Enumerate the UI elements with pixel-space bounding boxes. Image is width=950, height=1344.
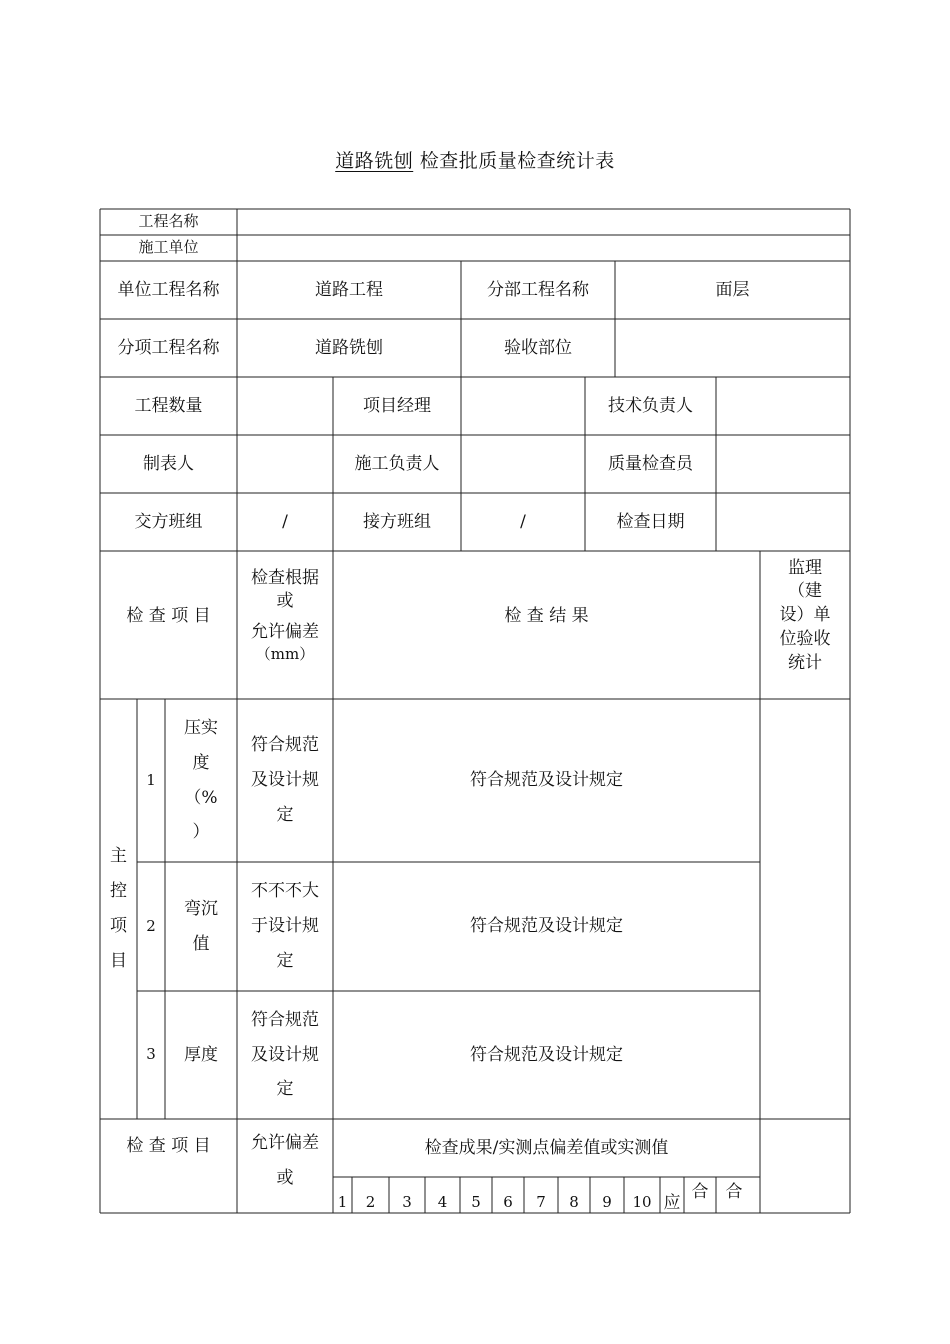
row-result: 符合规范及设计规定 [470,770,623,791]
deviation-header-line: 允许偏差 [251,1133,319,1153]
basis-header [237,551,333,681]
point-number: 5 [471,1193,481,1212]
row-basis-line: 定 [276,804,294,825]
inspection-date-label: 检查日期 [616,511,685,532]
preparer-label: 制表人 [143,453,194,474]
row-item-line: ） [192,822,210,843]
row-basis-line: 符合规范 [251,1009,319,1030]
point-number: 7 [536,1193,546,1212]
row-basis-line: 不不不大 [251,881,319,902]
main-control-char: 目 [110,950,127,971]
row-basis-line: 符合规范 [251,735,319,756]
row-basis [237,991,333,1119]
inspection-date-field[interactable] [716,493,850,551]
point-number: 3 [402,1193,412,1212]
row-item [165,699,237,862]
quantity-field[interactable] [237,377,333,435]
point-number: 1 [337,1193,348,1212]
quality-inspector-field[interactable] [716,435,850,493]
row-basis-line: 定 [276,950,294,971]
point-number: 10 [632,1193,652,1212]
subitem-label: 分项工程名称 [117,337,220,358]
preparer-field[interactable] [237,435,333,493]
receiving-team-value: / [520,511,526,532]
project-name-field[interactable] [237,209,850,235]
row-item-line: （% [184,787,218,808]
point-number: 9 [602,1193,612,1212]
deviation-header [237,1126,333,1202]
construction-lead-label: 施工负责人 [354,453,440,474]
receiving-team-label: 接方班组 [363,511,431,532]
general-item-header: 检 查 项 目 [126,1135,211,1156]
title-underlined: 道路铣刨 [335,150,414,172]
quality-inspector-label: 质量检查员 [608,453,693,474]
acceptance-part-label: 验收部位 [504,337,572,358]
supervision-header [760,551,850,681]
basis-header-line: 或 [276,591,294,612]
main-control-char: 主 [110,846,127,867]
row-basis [237,699,333,862]
row-basis [237,862,333,991]
row-result: 符合规范及设计规定 [470,916,623,937]
supervision-header-line: 位验收 [779,628,831,649]
result-header: 检 查 结 果 [504,605,589,626]
point-number: 4 [437,1193,448,1212]
row-basis-line: 于设计规 [251,916,319,937]
should-measure-col: 应 [663,1192,681,1213]
project-name-label: 工程名称 [138,212,199,231]
row-item-line: 值 [192,933,210,954]
measured-values-header: 检查成果/实测点偏差值或实测值 [424,1137,669,1158]
row-item [165,991,237,1119]
pass-count-col: 合 [691,1181,709,1202]
tech-lead-label: 技术负责人 [608,395,693,416]
tech-lead-field[interactable] [716,377,850,435]
basis-header-line: （mm） [255,645,315,664]
pass-rate-col: 合 [725,1181,743,1202]
row-item-line: 弯沉 [184,898,218,919]
project-manager-field[interactable] [461,377,585,435]
acceptance-part-field[interactable] [615,319,850,377]
construction-lead-field[interactable] [461,435,585,493]
point-number: 2 [365,1193,376,1212]
supervision-header-line: 设）单 [779,605,831,626]
quantity-label: 工程数量 [134,395,203,416]
construction-unit-label: 施工单位 [138,238,199,257]
row-basis-line: 及设计规 [251,770,319,791]
row-number: 1 [146,770,156,789]
project-manager-label: 项目经理 [363,395,431,416]
unit-project-label: 单位工程名称 [117,279,220,300]
row-result: 符合规范及设计规定 [470,1044,623,1065]
point-number: 8 [569,1193,579,1212]
title-rest: 检查批质量检查统计表 [419,150,615,172]
main-control-label [100,699,137,1119]
row-basis-line: 定 [276,1079,294,1100]
inspection-item-header: 检 查 项 目 [126,605,211,626]
division-label: 分部工程名称 [487,279,589,300]
handover-team-value: / [282,511,288,532]
unit-project-value: 道路工程 [315,279,383,300]
deviation-header-line: 或 [276,1167,294,1188]
row-number: 3 [146,1045,156,1064]
construction-unit-field[interactable] [237,235,850,261]
basis-header-line: 允许偏差 [251,622,319,643]
supervision-header-line: （建 [788,581,822,602]
main-control-char: 项 [110,916,127,936]
row-item [165,862,237,991]
row-number: 2 [146,916,156,935]
main-control-char: 控 [110,881,127,902]
division-value: 面层 [715,279,750,300]
supervision-header-line: 统计 [788,652,822,673]
handover-team-label: 交方班组 [134,511,203,532]
row-item-line: 压实 [184,717,218,738]
supervision-header-line: 监理 [788,557,822,578]
row-item-line: 度 [192,752,210,773]
row-basis-line: 及设计规 [251,1044,319,1065]
point-number: 6 [503,1193,513,1212]
row-item-line: 厚度 [184,1044,218,1065]
subitem-value: 道路铣刨 [315,337,383,358]
basis-header-line: 检查根据 [251,568,319,589]
